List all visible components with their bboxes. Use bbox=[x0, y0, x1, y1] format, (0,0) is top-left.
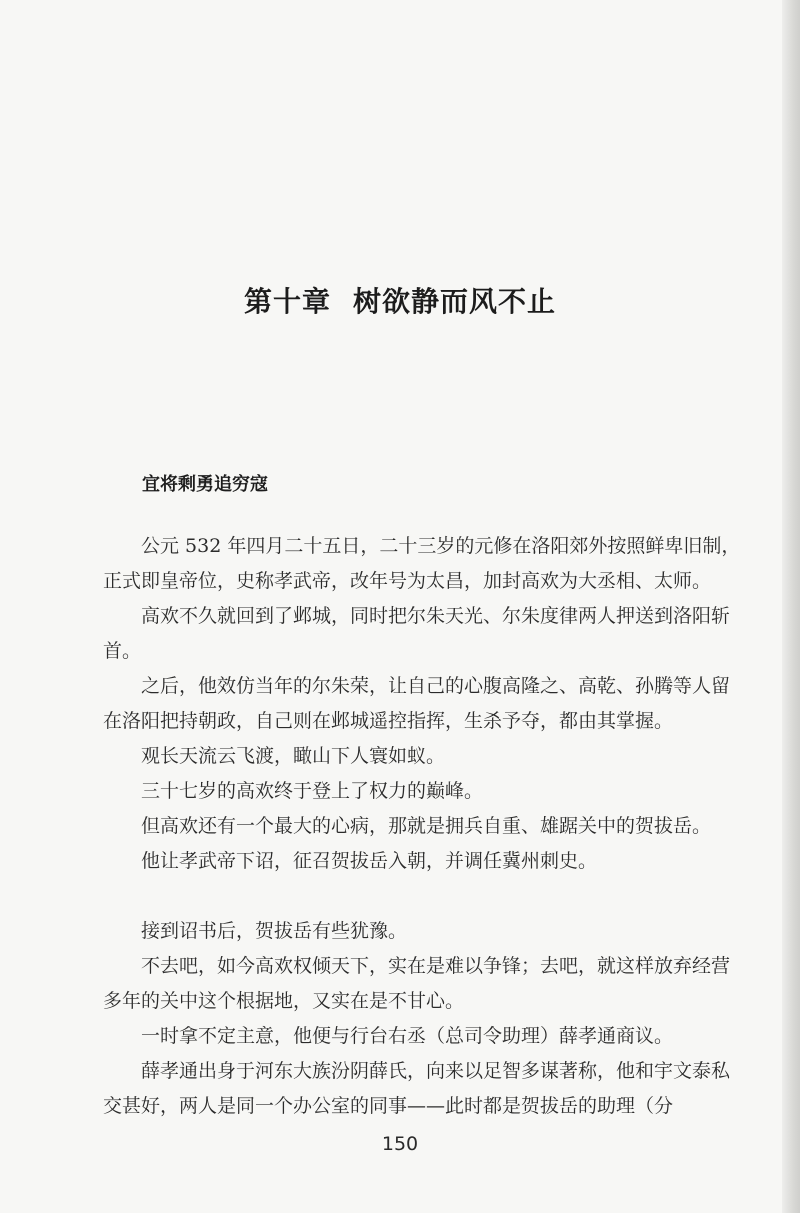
page-edge bbox=[782, 0, 800, 1213]
section-heading: 宜将剩勇追穷寇 bbox=[142, 474, 268, 495]
paragraph: 观长天流云飞渡，瞰山下人寰如蚁。 bbox=[141, 745, 446, 767]
section-break bbox=[103, 879, 743, 914]
chapter-number: 第十章 bbox=[243, 285, 331, 318]
paragraph: 三十七岁的高欢终于登上了权力的巅峰。 bbox=[141, 780, 484, 802]
paragraph: 他让孝武帝下诏，征召贺拔岳入朝，并调任冀州刺史。 bbox=[141, 850, 598, 872]
paragraph: 之后，他效仿当年的尔朱荣，让自己的心腹高隆之、高乾、孙腾等人留在洛阳把持朝政，自己则在邺城遥控指挥，生杀予夺，都由其掌握。 bbox=[103, 675, 731, 732]
chapter-title-text: 树欲静而风不止 bbox=[353, 285, 557, 318]
paragraph: 接到诏书后，贺拔岳有些犹豫。 bbox=[141, 920, 408, 942]
paragraph: 公元 532 年四月二十五日，二十三岁的元修在洛阳郊外按照鲜卑旧制，正式即皇帝位，史称孝武帝，改年号为太昌，加封高欢为大丞相、太师。 bbox=[103, 535, 741, 592]
paragraph: 薛孝通出身于河东大族汾阴薛氏，向来以足智多谋著称，他和宇文泰私交甚好，两人是同一个办公室的同事——此时都是贺拔岳的助理（分 bbox=[103, 1060, 731, 1117]
paragraph: 不去吧，如今高欢权倾天下，实在是难以争锋；去吧，就这样放弃经营多年的关中这个根据地，又实在是不甘心。 bbox=[103, 955, 731, 1012]
paragraph: 一时拿不定主意，他便与行台右丞（总司令助理）薛孝通商议。 bbox=[141, 1025, 674, 1047]
paragraph: 高欢不久就回到了邺城，同时把尔朱天光、尔朱度律两人押送到洛阳斩首。 bbox=[103, 605, 731, 662]
page-number: 150 bbox=[381, 1133, 419, 1155]
chapter-title bbox=[0, 280, 800, 320]
paragraph: 但高欢还有一个最大的心病，那就是拥兵自重、雄踞关中的贺拔岳。 bbox=[141, 815, 712, 837]
body-text bbox=[103, 529, 743, 1124]
